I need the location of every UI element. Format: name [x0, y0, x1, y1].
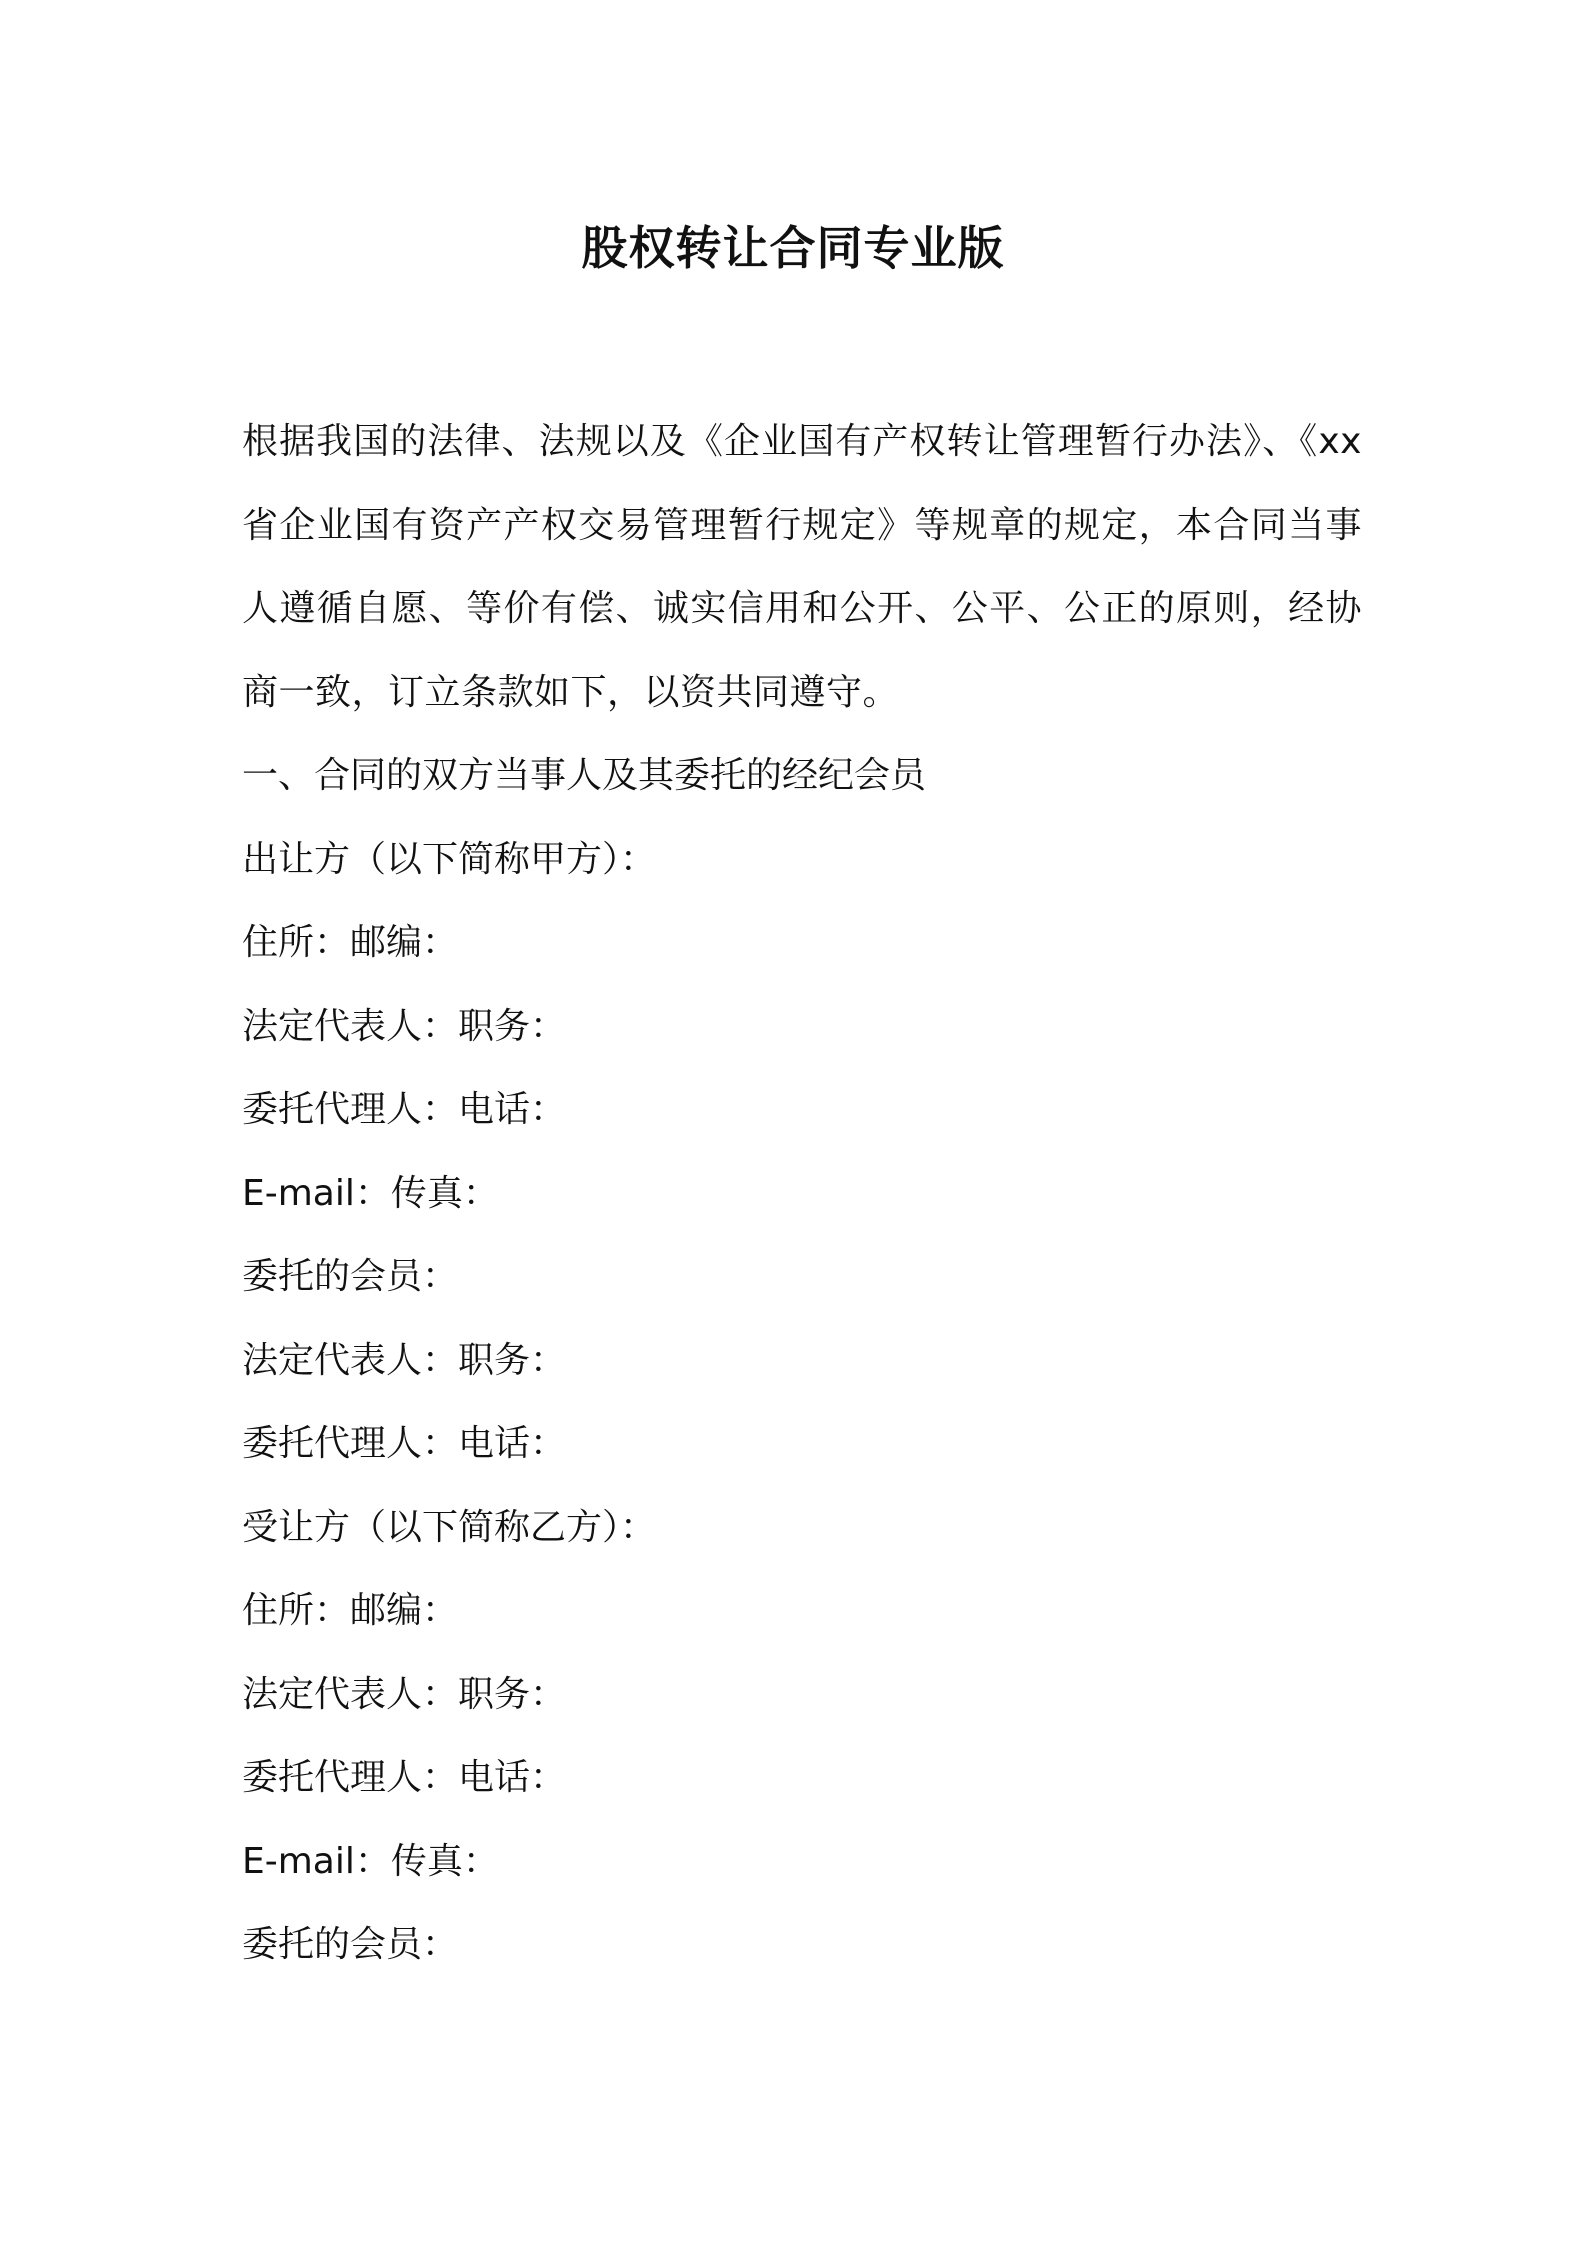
field-agent-phone: 委托代理人：电话： — [242, 1757, 567, 1798]
document-title: 股权转让合同专业版 — [581, 221, 1005, 275]
field-address-postcode: 住所：邮编： — [242, 1590, 459, 1631]
field-entrusted-member: 委托的会员： — [242, 1256, 459, 1297]
field-transferor: 出让方（以下简称甲方）： — [242, 838, 657, 880]
field-email-fax: E-mail：传真： — [242, 1172, 499, 1214]
field-address-postcode: 住所：邮编： — [242, 922, 459, 963]
party-fields-list — [242, 734, 1362, 1987]
section-heading: 一、合同的双方当事人及其委托的经纪会员 — [242, 755, 927, 796]
field-legal-rep-position: 法定代表人：职务： — [242, 1005, 567, 1047]
document-body — [242, 400, 1362, 1987]
field-agent-phone: 委托代理人：电话： — [242, 1089, 567, 1130]
field-legal-rep-position: 法定代表人：职务： — [242, 1339, 567, 1381]
field-entrusted-member: 委托的会员： — [242, 1924, 459, 1965]
field-legal-rep-position: 法定代表人：职务： — [242, 1673, 567, 1715]
intro-paragraph: 根据我国的法律、法规以及《企业国有产权转让管理暂行办法》、《xx省企业国有资产产权交易管理暂行规定》等规章的规定，本合同当事人遵循自愿、等价有偿、诚实信用和公开、公平、公正的原则，经协商一致，订立条款如下，以资共同遵守。 — [242, 421, 1362, 713]
field-agent-phone: 委托代理人：电话： — [242, 1423, 567, 1464]
field-transferee: 受让方（以下简称乙方）： — [242, 1506, 657, 1548]
field-email-fax: E-mail：传真： — [242, 1840, 499, 1882]
